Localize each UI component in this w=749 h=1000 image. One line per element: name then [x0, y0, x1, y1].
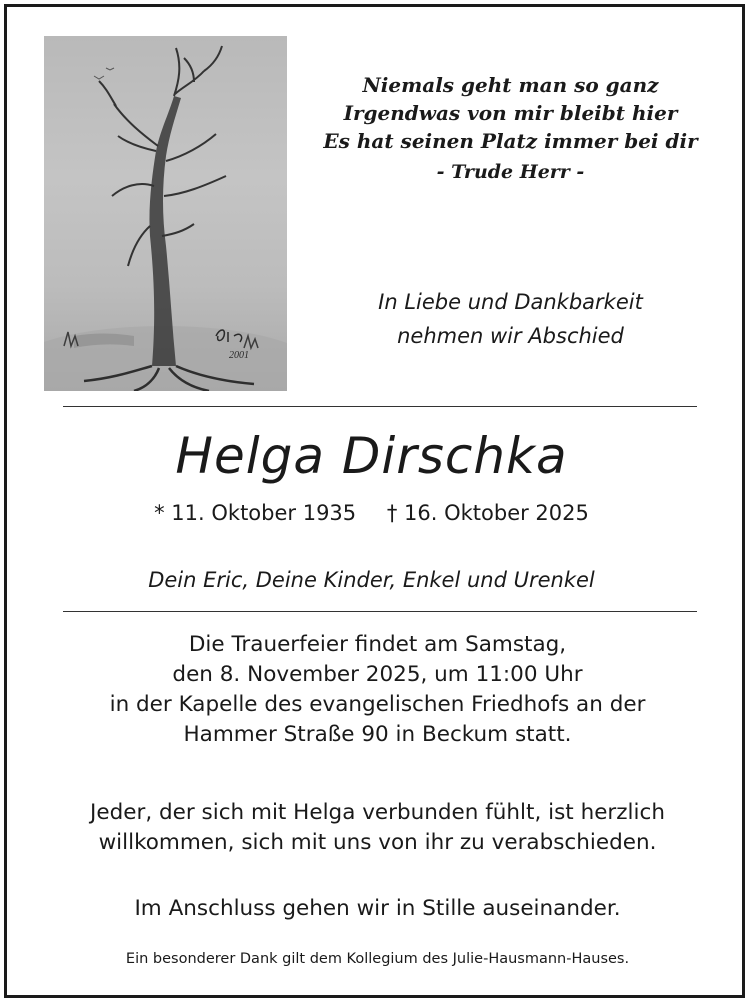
ceremony-line-3: in der Kapelle des evangelischen Friedhofs an der	[109, 692, 646, 717]
obituary-frame	[4, 4, 745, 998]
closing-text: Im Anschluss gehen wir in Stille auseinander.	[134, 896, 621, 921]
quote-line-3: Es hat seinen Platz immer bei dir	[323, 129, 698, 153]
quote-line-2: Irgendwas von mir bleibt hier	[343, 101, 678, 125]
death-date: † 16. Oktober 2025	[386, 501, 589, 525]
quote-attribution: - Trude Herr -	[436, 161, 585, 183]
ceremony-line-2: den 8. November 2025, um 11:00 Uhr	[172, 662, 583, 687]
ceremony-details	[7, 630, 748, 750]
deceased-name: Helga Dirschka	[175, 427, 568, 485]
thanks-note: Ein besonderer Dank gilt dem Kollegium des Julie-Hausmann-Hauses.	[125, 951, 630, 967]
tree-drawing-image	[44, 36, 287, 391]
quote-line-1: Niemals geht man so ganz	[362, 73, 659, 97]
invitation-text	[7, 798, 748, 858]
invitation-line-2: willkommen, sich mit uns von ihr zu verabschieden.	[98, 830, 657, 855]
divider-bottom	[63, 611, 697, 612]
svg-text:2001: 2001	[229, 350, 249, 361]
farewell-line-2: nehmen wir Abschied	[397, 324, 624, 348]
life-dates	[7, 501, 736, 525]
farewell-line-1: In Liebe und Dankbarkeit	[378, 290, 643, 314]
invitation-line-1: Jeder, der sich mit Helga verbunden fühlt, ist herzlich	[90, 800, 665, 825]
mourners-line: Dein Eric, Deine Kinder, Enkel und Urenkel	[148, 568, 595, 592]
divider-top	[63, 406, 697, 407]
ceremony-line-4: Hammer Straße 90 in Beckum statt.	[183, 722, 572, 747]
ceremony-line-1: Die Trauerfeier findet am Samstag,	[188, 632, 567, 657]
birth-date: * 11. Oktober 1935	[154, 501, 357, 525]
